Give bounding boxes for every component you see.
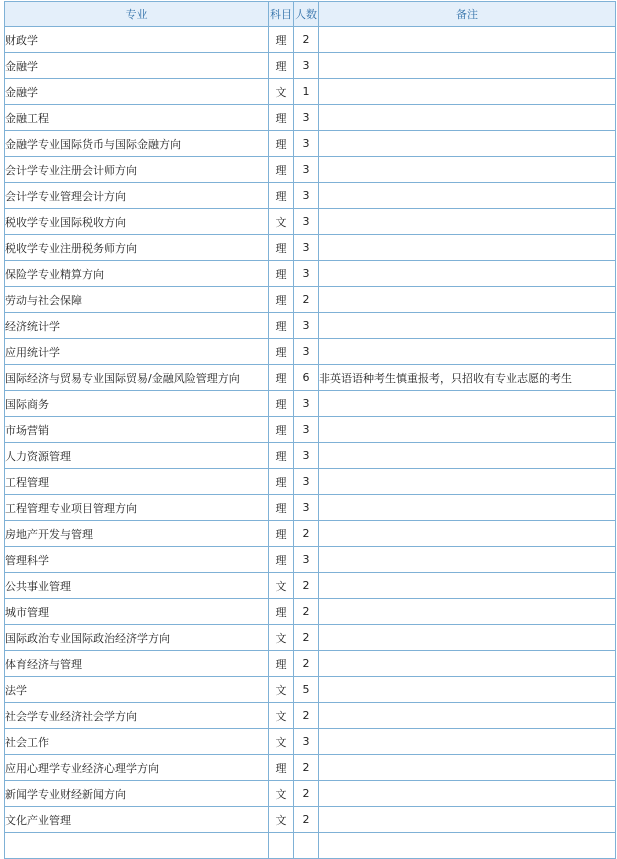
table-row <box>5 391 616 417</box>
table-row <box>5 547 616 573</box>
count-cell: 2 <box>294 287 319 313</box>
note-cell <box>319 27 616 53</box>
table-row <box>5 703 616 729</box>
count-cell: 5 <box>294 677 319 703</box>
table-row <box>5 443 616 469</box>
table-row <box>5 157 616 183</box>
count-cell: 2 <box>294 755 319 781</box>
count-cell: 3 <box>294 443 319 469</box>
count-cell: 3 <box>294 313 319 339</box>
note-cell <box>319 781 616 807</box>
subject-cell: 理 <box>269 651 294 677</box>
subject-cell: 理 <box>269 547 294 573</box>
major-cell: 财政学 <box>5 27 269 53</box>
header-major: 专业 <box>5 2 269 27</box>
table-row <box>5 105 616 131</box>
table-row <box>5 209 616 235</box>
subject-cell: 理 <box>269 105 294 131</box>
major-cell: 会计学专业管理会计方向 <box>5 183 269 209</box>
subject-cell: 文 <box>269 625 294 651</box>
subject-cell: 文 <box>269 703 294 729</box>
admission-table <box>4 1 616 859</box>
count-cell: 2 <box>294 521 319 547</box>
table-row <box>5 755 616 781</box>
major-cell: 新闻学专业财经新闻方向 <box>5 781 269 807</box>
subject-cell: 理 <box>269 157 294 183</box>
table-row <box>5 521 616 547</box>
table-row <box>5 677 616 703</box>
note-cell <box>319 131 616 157</box>
table-row <box>5 79 616 105</box>
note-cell <box>319 755 616 781</box>
subject-cell: 理 <box>269 495 294 521</box>
note-cell <box>319 339 616 365</box>
count-cell: 3 <box>294 53 319 79</box>
subject-cell: 文 <box>269 807 294 833</box>
major-cell: 工程管理专业项目管理方向 <box>5 495 269 521</box>
count-cell: 2 <box>294 599 319 625</box>
subject-cell: 文 <box>269 677 294 703</box>
major-cell: 国际商务 <box>5 391 269 417</box>
note-cell <box>319 183 616 209</box>
subject-cell: 理 <box>269 755 294 781</box>
count-cell: 3 <box>294 729 319 755</box>
note-cell <box>319 677 616 703</box>
note-cell <box>319 313 616 339</box>
table-row <box>5 183 616 209</box>
count-cell: 2 <box>294 651 319 677</box>
major-cell: 税收学专业注册税务师方向 <box>5 235 269 261</box>
subject-cell: 文 <box>269 209 294 235</box>
major-cell: 保险学专业精算方向 <box>5 261 269 287</box>
major-cell: 公共事业管理 <box>5 573 269 599</box>
subject-cell: 文 <box>269 573 294 599</box>
table-row <box>5 287 616 313</box>
subject-cell: 理 <box>269 53 294 79</box>
count-cell: 3 <box>294 183 319 209</box>
subject-cell: 理 <box>269 391 294 417</box>
major-cell: 城市管理 <box>5 599 269 625</box>
count-cell: 3 <box>294 547 319 573</box>
note-cell <box>319 287 616 313</box>
major-cell: 应用统计学 <box>5 339 269 365</box>
subject-cell: 理 <box>269 131 294 157</box>
note-cell <box>319 651 616 677</box>
note-cell <box>319 833 616 859</box>
major-cell: 社会学专业经济社会学方向 <box>5 703 269 729</box>
subject-cell: 理 <box>269 287 294 313</box>
subject-cell: 文 <box>269 781 294 807</box>
note-cell <box>319 729 616 755</box>
note-cell <box>319 391 616 417</box>
count-cell: 3 <box>294 417 319 443</box>
subject-cell: 理 <box>269 417 294 443</box>
major-cell <box>5 833 269 859</box>
count-cell: 2 <box>294 703 319 729</box>
major-cell: 金融学 <box>5 53 269 79</box>
major-cell: 应用心理学专业经济心理学方向 <box>5 755 269 781</box>
note-cell <box>319 495 616 521</box>
note-cell <box>319 157 616 183</box>
subject-cell: 理 <box>269 469 294 495</box>
table-row <box>5 469 616 495</box>
subject-cell: 理 <box>269 261 294 287</box>
table-row <box>5 261 616 287</box>
count-cell: 3 <box>294 131 319 157</box>
note-cell <box>319 807 616 833</box>
subject-cell: 文 <box>269 79 294 105</box>
note-cell <box>319 105 616 131</box>
note-cell <box>319 573 616 599</box>
count-cell: 6 <box>294 365 319 391</box>
table-header-row <box>5 2 616 27</box>
count-cell: 2 <box>294 27 319 53</box>
major-cell: 劳动与社会保障 <box>5 287 269 313</box>
note-cell <box>319 547 616 573</box>
table-row <box>5 235 616 261</box>
subject-cell: 理 <box>269 235 294 261</box>
note-cell <box>319 625 616 651</box>
table-row <box>5 417 616 443</box>
count-cell <box>294 833 319 859</box>
major-cell: 国际政治专业国际政治经济学方向 <box>5 625 269 651</box>
major-cell: 金融工程 <box>5 105 269 131</box>
table-row <box>5 495 616 521</box>
note-cell <box>319 521 616 547</box>
table-row <box>5 339 616 365</box>
major-cell: 法学 <box>5 677 269 703</box>
table-row <box>5 651 616 677</box>
count-cell: 3 <box>294 339 319 365</box>
header-note: 备注 <box>319 2 616 27</box>
major-cell: 人力资源管理 <box>5 443 269 469</box>
count-cell: 2 <box>294 781 319 807</box>
header-count: 人数 <box>294 2 319 27</box>
subject-cell: 理 <box>269 27 294 53</box>
subject-cell: 理 <box>269 443 294 469</box>
table-row <box>5 131 616 157</box>
table-body <box>5 27 616 859</box>
major-cell: 国际经济与贸易专业国际贸易/金融风险管理方向 <box>5 365 269 391</box>
count-cell: 3 <box>294 235 319 261</box>
table-row <box>5 573 616 599</box>
note-cell <box>319 703 616 729</box>
table-row <box>5 599 616 625</box>
count-cell: 3 <box>294 469 319 495</box>
major-cell: 管理科学 <box>5 547 269 573</box>
table-row <box>5 313 616 339</box>
count-cell: 2 <box>294 625 319 651</box>
note-cell <box>319 53 616 79</box>
note-cell <box>319 599 616 625</box>
subject-cell: 理 <box>269 599 294 625</box>
table-row <box>5 729 616 755</box>
subject-cell: 理 <box>269 183 294 209</box>
table-row <box>5 27 616 53</box>
major-cell: 会计学专业注册会计师方向 <box>5 157 269 183</box>
table-row <box>5 53 616 79</box>
note-cell <box>319 469 616 495</box>
major-cell: 税收学专业国际税收方向 <box>5 209 269 235</box>
count-cell: 2 <box>294 573 319 599</box>
table-row <box>5 781 616 807</box>
table-row <box>5 625 616 651</box>
admission-table-container <box>4 1 615 859</box>
major-cell: 经济统计学 <box>5 313 269 339</box>
note-cell: 非英语语种考生慎重报考，只招收有专业志愿的考生 <box>319 365 616 391</box>
note-cell <box>319 261 616 287</box>
subject-cell: 理 <box>269 365 294 391</box>
note-cell <box>319 417 616 443</box>
count-cell: 2 <box>294 807 319 833</box>
major-cell: 体育经济与管理 <box>5 651 269 677</box>
major-cell: 工程管理 <box>5 469 269 495</box>
note-cell <box>319 209 616 235</box>
count-cell: 1 <box>294 79 319 105</box>
note-cell <box>319 443 616 469</box>
major-cell: 市场营销 <box>5 417 269 443</box>
count-cell: 3 <box>294 105 319 131</box>
subject-cell: 理 <box>269 521 294 547</box>
major-cell: 社会工作 <box>5 729 269 755</box>
subject-cell: 理 <box>269 339 294 365</box>
major-cell: 金融学 <box>5 79 269 105</box>
count-cell: 3 <box>294 495 319 521</box>
count-cell: 3 <box>294 391 319 417</box>
count-cell: 3 <box>294 209 319 235</box>
major-cell: 金融学专业国际货币与国际金融方向 <box>5 131 269 157</box>
note-cell <box>319 235 616 261</box>
table-row <box>5 365 616 391</box>
count-cell: 3 <box>294 261 319 287</box>
header-subject: 科目 <box>269 2 294 27</box>
subject-cell: 理 <box>269 313 294 339</box>
note-cell <box>319 79 616 105</box>
count-cell: 3 <box>294 157 319 183</box>
subject-cell <box>269 833 294 859</box>
subject-cell: 文 <box>269 729 294 755</box>
major-cell: 房地产开发与管理 <box>5 521 269 547</box>
table-row <box>5 833 616 859</box>
major-cell: 文化产业管理 <box>5 807 269 833</box>
table-row <box>5 807 616 833</box>
